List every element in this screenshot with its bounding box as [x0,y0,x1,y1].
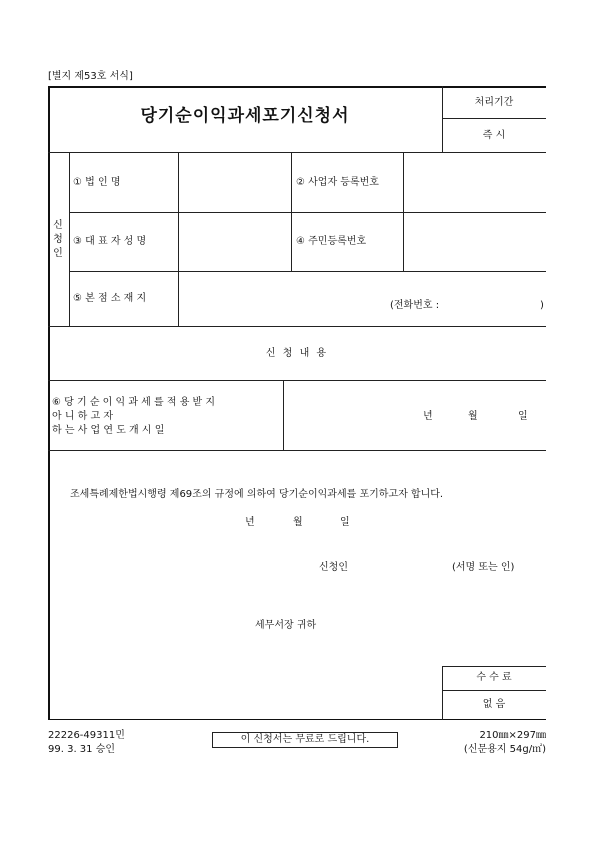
item6-line3: 하 는 사 업 연 도 개 시 일 [52,425,165,436]
corp-name-label-text: ① 법 인 명 [73,177,121,188]
field-label-divider [178,152,179,326]
hq-location-label: ⑤ 본 점 소 재 지 [73,293,147,304]
applicant-bottom-line [48,326,546,327]
item6-month: 월 [468,411,478,422]
fee-box-top [442,666,546,667]
middle-divider [291,152,292,271]
processing-box-border [442,86,443,152]
processing-box-divider [442,118,546,119]
free-notice [212,732,398,748]
request-content-header: 신 청 내 용 [265,348,329,359]
declaration-year: 년 [245,517,255,528]
item6-year: 년 [423,411,433,422]
applicant-sign-label: 신청인 [319,562,348,573]
fee-box-divider [442,690,546,691]
applicant-section-label: 신청인 [53,220,63,259]
addressee: 세무서장 귀하 [255,620,317,631]
declaration-month: 월 [293,517,303,528]
resident-no-label: ④ 주민등록번호 [296,236,367,247]
applicant-top-line [48,152,546,153]
fee-value: 없 음 [482,699,506,710]
right-label-divider [403,152,404,271]
processing-period-label: 처리기간 [474,97,514,108]
row-line-1 [69,212,546,213]
form-code: 22226-49311민 [48,730,125,741]
form-title: 당기순이익과세포기신청서 [140,106,350,126]
item6-line2: 아 니 하 고 자 [52,411,114,422]
biz-reg-no-field[interactable] [405,154,545,210]
rep-name-field[interactable] [180,214,290,270]
phone-close: ) [540,300,544,311]
declaration-day: 일 [340,517,350,528]
item6-bottom-line [48,450,546,451]
item6-line1: ⑥ 당 기 순 이 익 과 세 를 적 용 받 지 [52,397,216,408]
free-notice-text: 이 신청서는 무료로 드립니다. [240,734,370,745]
paper-type: (신문용지 54g/㎡) [463,744,546,755]
applicant-label-divider [69,152,70,326]
corp-name-label [73,177,175,189]
declaration-text: 조세특례제한법시행령 제69조의 규정에 의하여 당기순이익과세를 포기하고자 합니다. [70,489,444,500]
phone-label: (전화번호 : [390,300,440,311]
fee-label: 수 수 료 [476,672,512,683]
hq-location-field[interactable] [180,273,545,324]
applicant-sign-field[interactable] [360,556,448,578]
row-line-2 [69,271,546,272]
rep-name-label: ③ 대 표 자 성 명 [73,236,147,247]
form-number-label: [별지 제53호 서식] [48,71,133,82]
sign-note: (서명 또는 인) [452,562,515,573]
header-bottom-line [48,380,546,381]
resident-no-field[interactable] [405,214,545,270]
item6-date-field[interactable] [285,382,545,448]
paper-size: 210㎜×297㎜ [479,730,546,741]
item6-day: 일 [518,411,528,422]
approval-date: 99. 3. 31 승인 [48,744,116,755]
biz-reg-no-label: ② 사업자 등록번호 [296,177,379,188]
processing-period-value: 즉 시 [482,130,506,141]
corp-name-field[interactable] [180,154,290,210]
item6-divider [283,380,284,450]
